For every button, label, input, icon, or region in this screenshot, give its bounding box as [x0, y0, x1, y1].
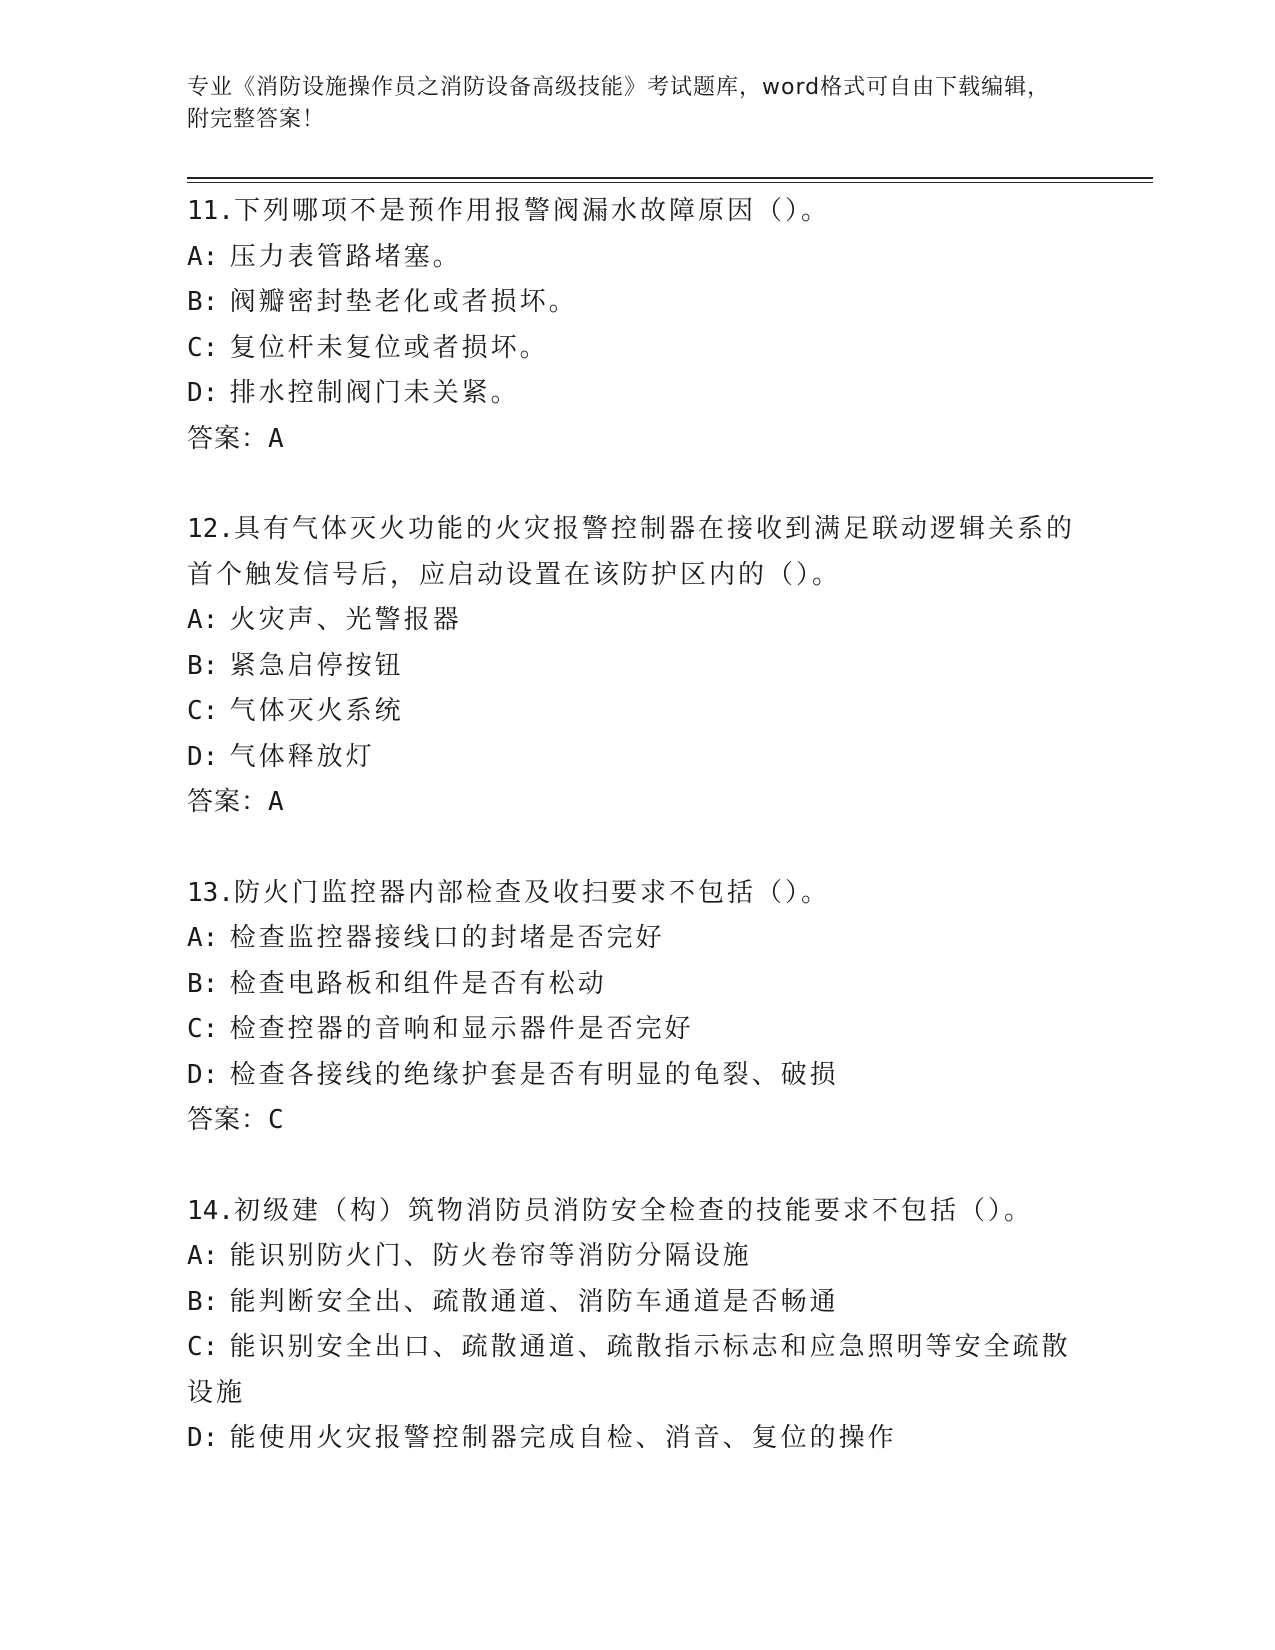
- question-12: [187, 507, 1087, 826]
- option-text: 阀瓣密封垫老化或者损坏。: [229, 287, 578, 317]
- option-key: A:: [187, 241, 219, 272]
- option-key: B:: [187, 287, 219, 317]
- option-b: [187, 644, 1087, 690]
- option-text: 检查监控器接线口的封堵是否完好: [229, 923, 665, 953]
- option-text: 复位杆未复位或者损坏。: [229, 332, 549, 363]
- option-key: D:: [187, 378, 219, 408]
- option-key: C:: [187, 1332, 219, 1362]
- answer-value: C: [268, 1105, 285, 1135]
- question-number: 11.: [187, 196, 234, 226]
- option-text: 能使用火灾报警控制器完成自检、消音、复位的操作: [229, 1423, 897, 1453]
- question-13: [187, 871, 1087, 1144]
- answer-value: A: [268, 423, 285, 454]
- question-list: [187, 189, 1087, 1507]
- question-stem: [187, 189, 1087, 235]
- option-key: A:: [187, 923, 219, 953]
- option-a: [187, 598, 1087, 644]
- question-number: 12.: [187, 514, 234, 544]
- header-divider-thick: [187, 177, 1153, 179]
- option-c: [187, 689, 1087, 735]
- option-d: [187, 371, 1087, 417]
- answer-label: 答案：: [187, 423, 269, 454]
- option-key: B:: [187, 968, 219, 999]
- option-c: [187, 1007, 1087, 1053]
- option-text: 气体释放灯: [229, 741, 375, 772]
- option-text: 能识别防火门、防火卷帘等消防分隔设施: [229, 1241, 752, 1271]
- option-text: 气体灭火系统: [229, 696, 404, 726]
- option-key: A:: [187, 1241, 219, 1271]
- option-text: 检查电路板和组件是否有松动: [229, 968, 607, 999]
- option-c: [187, 326, 1087, 372]
- option-key: D:: [187, 1059, 219, 1090]
- option-text: 压力表管路堵塞。: [229, 241, 462, 272]
- option-text: 检查各接线的绝缘护套是否有明显的龟裂、破损: [229, 1059, 839, 1090]
- option-a: [187, 1234, 1087, 1280]
- option-key: A:: [187, 605, 219, 635]
- option-key: C:: [187, 332, 219, 363]
- answer-value: A: [268, 787, 285, 817]
- answer-line: [187, 417, 1087, 463]
- option-d: [187, 1053, 1087, 1099]
- question-text: 防火门监控器内部检查及收扫要求不包括（）。: [233, 877, 830, 908]
- option-text: 能识别安全出口、疏散通道、疏散指示标志和应急照明等安全疏散设施: [187, 1332, 1071, 1408]
- option-key: D:: [187, 741, 219, 772]
- document-header: 专业《消防设施操作员之消防设备高级技能》考试题库，word格式可自由下载编辑，附完整答案！: [187, 75, 1051, 132]
- question-stem: [187, 871, 1087, 917]
- question-11: [187, 189, 1087, 462]
- option-b: [187, 1280, 1087, 1326]
- option-b: [187, 962, 1087, 1008]
- question-text: 具有气体灭火功能的火灾报警控制器在接收到满足联动逻辑关系的首个触发信号后，应启动设置在该防护区内的（）。: [187, 514, 1075, 590]
- option-a: [187, 235, 1087, 281]
- question-text: 下列哪项不是预作用报警阀漏水故障原因（）。: [233, 196, 830, 226]
- option-b: [187, 280, 1087, 326]
- option-key: B:: [187, 650, 219, 681]
- option-key: C:: [187, 696, 219, 726]
- option-text: 检查控器的音响和显示器件是否完好: [229, 1014, 694, 1044]
- question-stem: [187, 507, 1087, 598]
- option-key: C:: [187, 1014, 219, 1044]
- option-c: [187, 1325, 1087, 1416]
- option-key: D:: [187, 1423, 219, 1453]
- question-text: 初级建（构）筑物消防员消防安全检查的技能要求不包括（）。: [233, 1195, 1033, 1226]
- question-stem: [187, 1189, 1087, 1235]
- answer-label: 答案：: [187, 787, 269, 817]
- option-d: [187, 735, 1087, 781]
- question-number: 13.: [187, 877, 234, 908]
- question-14: [187, 1189, 1087, 1462]
- question-number: 14.: [187, 1195, 234, 1226]
- option-a: [187, 916, 1087, 962]
- option-text: 能判断安全出、疏散通道、消防车通道是否畅通: [229, 1286, 839, 1317]
- header-divider-thin: [187, 182, 1153, 183]
- option-key: B:: [187, 1286, 219, 1317]
- answer-line: [187, 1098, 1087, 1144]
- option-text: 紧急启停按钮: [229, 650, 404, 681]
- answer-label: 答案：: [187, 1105, 269, 1135]
- option-text: 排水控制阀门未关紧。: [229, 378, 520, 408]
- option-d: [187, 1416, 1087, 1462]
- option-text: 火灾声、光警报器: [229, 605, 462, 635]
- answer-line: [187, 780, 1087, 826]
